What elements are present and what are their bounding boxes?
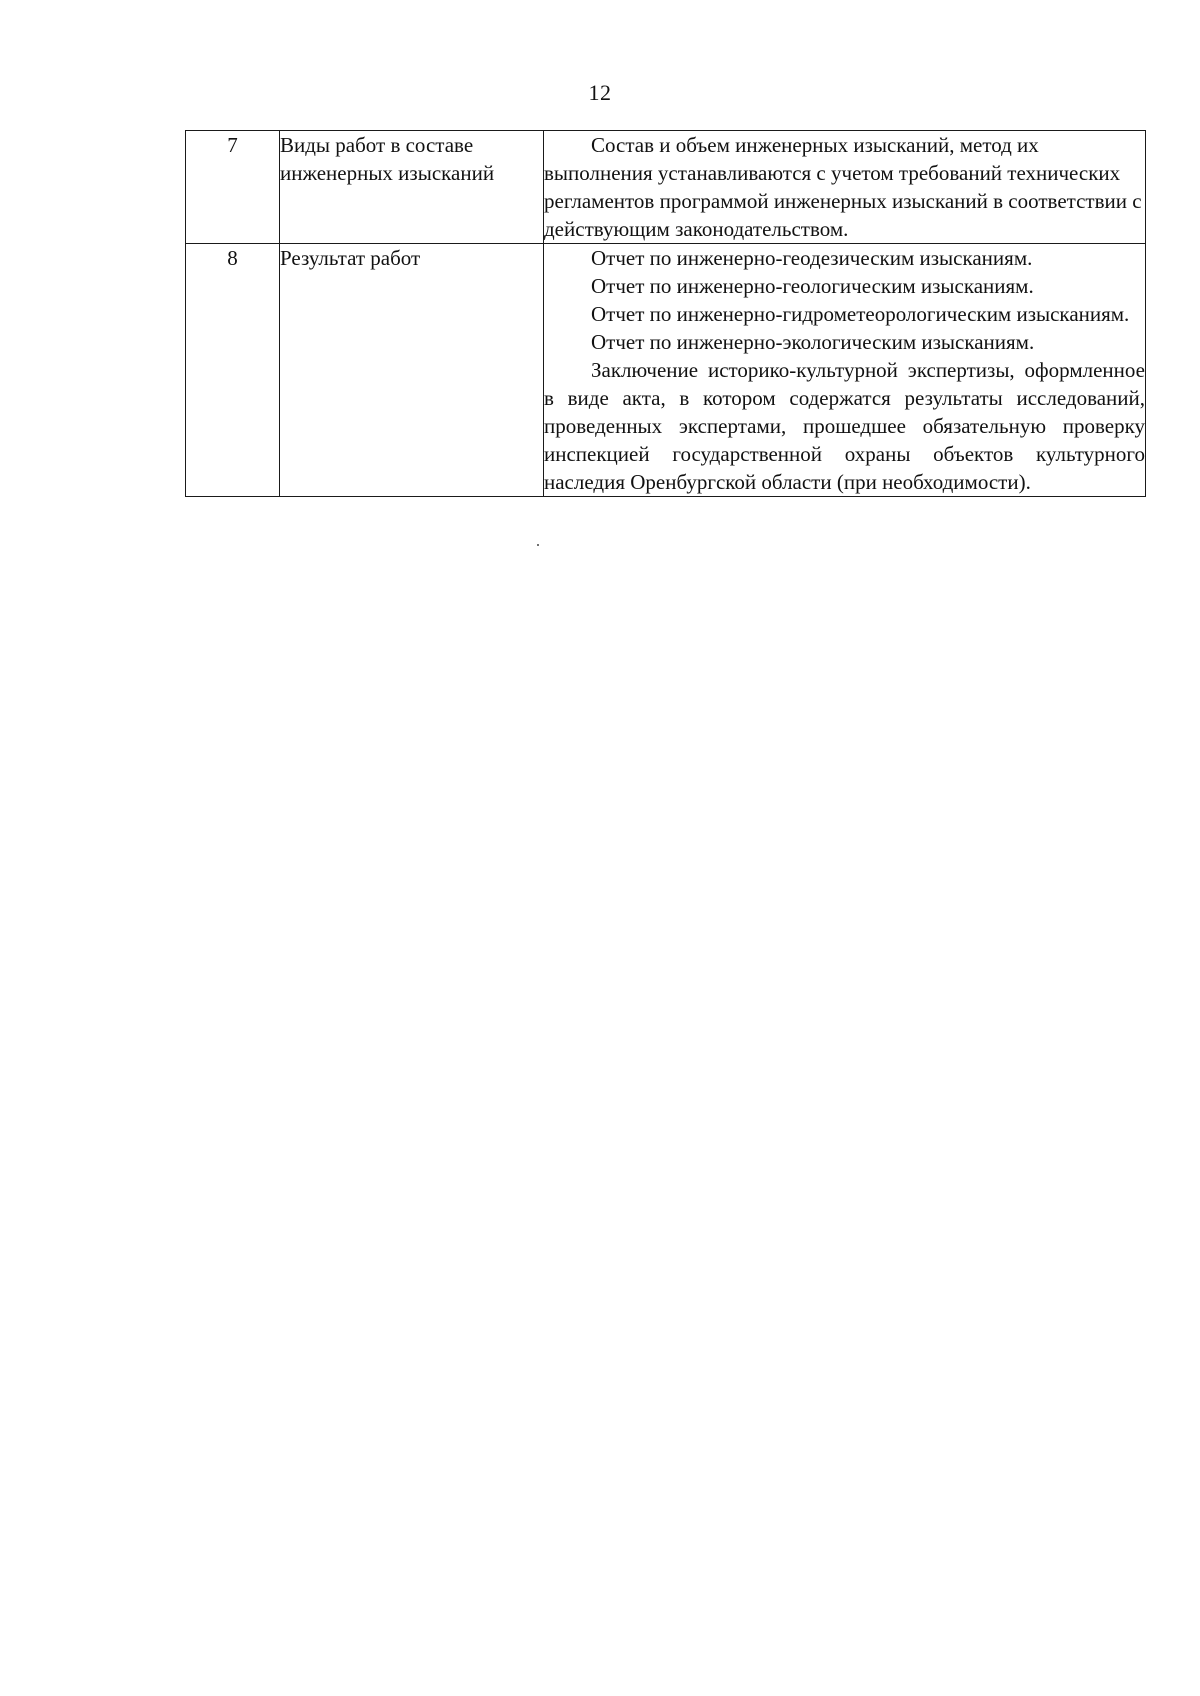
page-number: 12 [588, 80, 612, 105]
description-paragraph: Отчет по инженерно-экологическим изысканиям. [591, 330, 1035, 354]
table-row [186, 131, 1146, 244]
scan-speck [537, 544, 539, 546]
row-description [544, 131, 1146, 244]
row-number: 8 [186, 244, 280, 497]
description-paragraph: Заключение историко-культурной экспертизы, оформленное в виде акта, в котором содержатся результаты исследований, проведенных экспертами, прошедшее обязательную проверку инспекцией государственной охраны объектов культурного наследия Оренбургской области (при необходимости). [544, 358, 1145, 494]
requirements-table [185, 130, 1146, 497]
description-paragraph: Отчет по инженерно-геологическим изысканиям. [591, 274, 1034, 298]
row-number: 7 [186, 131, 280, 244]
table-row [186, 244, 1146, 497]
row-description [544, 244, 1146, 497]
row-title: Виды работ в составе инженерных изысканий [280, 131, 544, 244]
row-title: Результат работ [280, 244, 544, 497]
description-paragraph: Состав и объем инженерных изысканий, метод их выполнения устанавливаются с учетом требований технических регламентов программой инженерных изысканий в соответствии с действующим законодательством. [544, 133, 1142, 241]
description-paragraph: Отчет по инженерно-гидрометеорологическим изысканиям. [591, 302, 1130, 326]
description-paragraph: Отчет по инженерно-геодезическим изысканиям. [591, 246, 1033, 270]
